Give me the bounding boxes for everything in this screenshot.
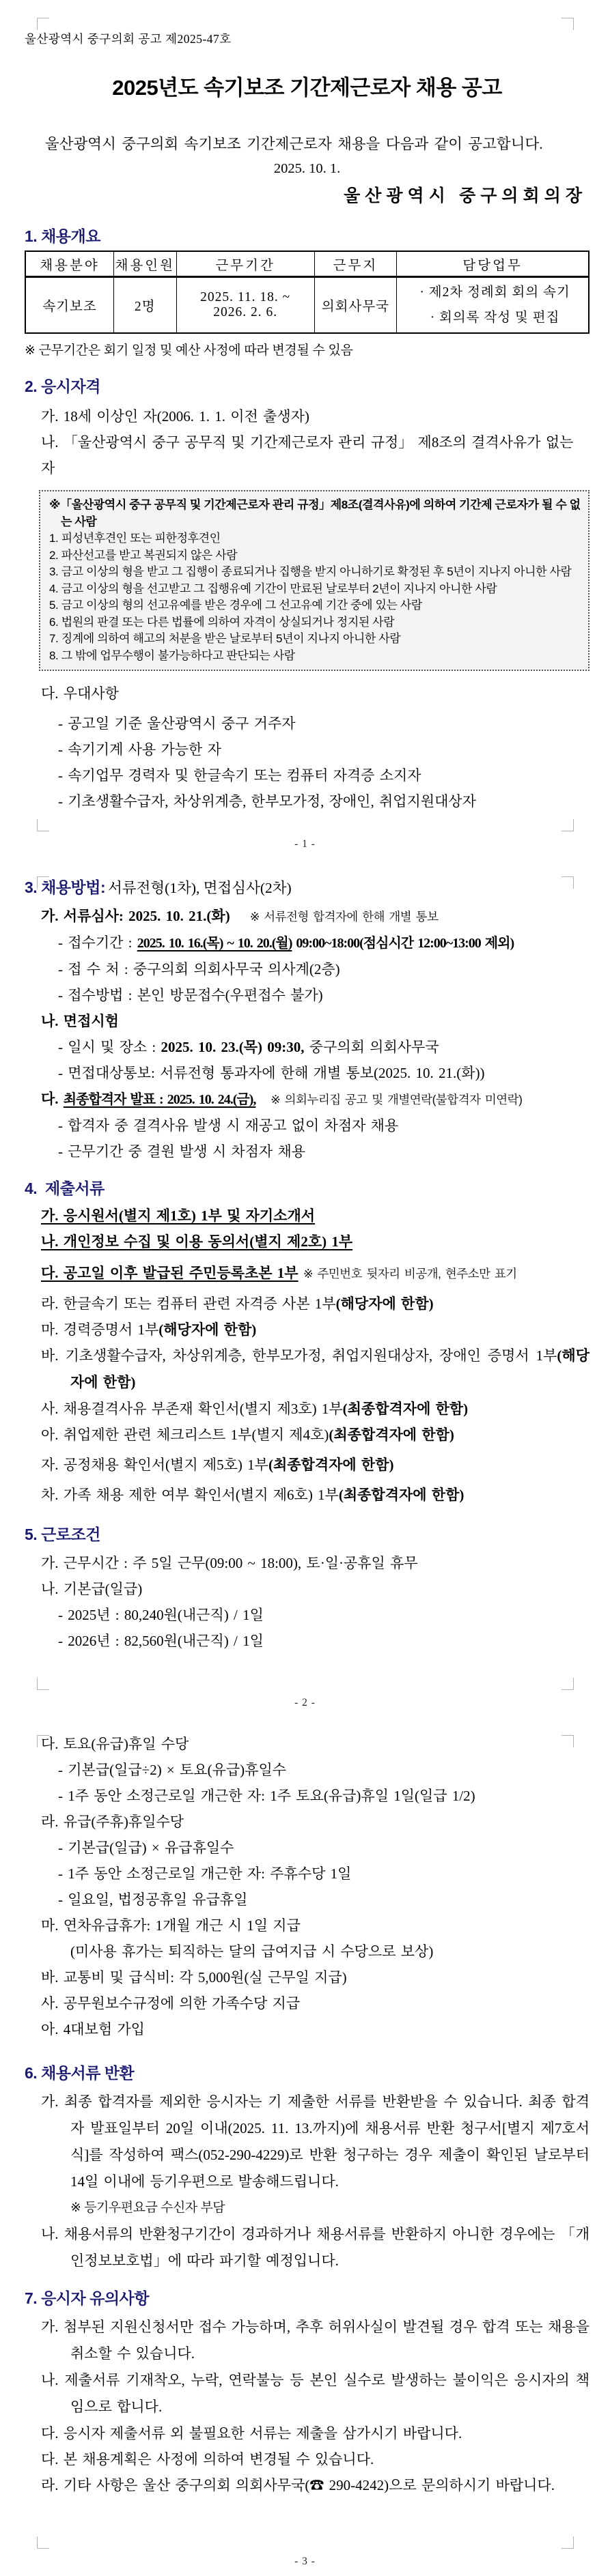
page-3: [0, 1717, 610, 2576]
four-insurances-line: 아. 4대보험 가입: [41, 2021, 145, 2037]
document-destruction-paragraph: 나. 채용서류의 반환청구기간이 경과하거나 채용서류를 반환하지 아니한 경우에는 「개인정보보호법」에 따라 파기할 예정입니다.: [41, 2226, 590, 2269]
crop-mark-bottom-left: [37, 1678, 49, 1690]
application-place-line: - 접 수 처 : 중구의회 의회사무국 의사계(2층): [58, 961, 340, 977]
submission-item-application: 가. 응시원서(별지 제1호) 1부 및 자기소개서: [41, 1207, 316, 1224]
final-announcement-line: 다. 최종합격자 발표 : 2025. 10. 24.(금), ※ 의회누리집 공고 및 개별연락(불합격자 미연락): [41, 1091, 523, 1107]
recruitment-overview-table: [25, 251, 590, 334]
cell-field: 속기보조: [25, 277, 114, 334]
period-line-1: 2025. 11. 18. ~: [200, 290, 291, 304]
interview-notice-line: - 면접대상통보: 서류전형 통과자에 한해 개별 통보(2025. 10. 21.(화)): [58, 1065, 485, 1081]
application-method-line: - 접수방법 : 본인 방문접수(우편접수 불가): [58, 987, 323, 1003]
application-period-dates: 2025. 10. 16.(목) ~ 10. 20.(월): [137, 936, 292, 951]
document-title: 2025년도 속기보조 기간제근로자 채용 공고: [112, 76, 502, 100]
intro-paragraph: 울산광역시 중구의회 속기보조 기간제근로자 채용을 다음과 같이 공고합니다.: [45, 136, 543, 152]
runner-up-line: - 합격자 중 결격사유 발생 시 재공고 없이 차점자 채용: [58, 1117, 399, 1134]
sunday-holiday-rule: - 일요일, 법정공휴일 유급휴일: [58, 1891, 248, 1908]
col-header-workplace: 근무지: [314, 251, 396, 277]
disqualification-item: 5. 금고 이상의 형의 선고유예를 받은 경우에 그 선고유예 기간 중에 있는 사람: [49, 599, 422, 612]
base-pay-heading: 나. 기본급(일급): [41, 1581, 143, 1597]
application-period-hours: 09:00~18:00(점심시간 12:00~13:00 제외): [292, 936, 514, 951]
submission-item-career: 마. 경력증명서 1부(해당자에 한함): [41, 1321, 257, 1338]
disqualification-item: 3. 금고 이상의 형을 받고 그 집행이 종료되거나 집행을 받지 아니하기로 확정된 후 5년이 지나지 아니한 사람: [49, 565, 572, 578]
crop-mark-bottom-left: [37, 819, 49, 831]
section-5-heading: 5. 근로조건: [25, 1526, 100, 1543]
resident-record-note: ※ 주민번호 뒷자리 비공개, 현주소만 표기: [303, 1267, 517, 1280]
col-header-duties: 담당업무: [397, 251, 589, 277]
section-4-heading: 4. 제출서류: [25, 1179, 105, 1197]
document-return-paragraph: 가. 최종 합격자를 제외한 응시자는 기 제출한 서류를 반환받을 수 있습니다. 최종 합격자 발표일부터 20일 이내(2025. 11. 13.까지)에 채용서류 반환 청구서[별지 제7호서식]를 작성하여 팩스(052-290-4229)로 반환 청구하는 경우 제출이 확인된 날로부터 14일 이내에 등기우편으로 발송해드립니다.: [41, 2093, 590, 2190]
disqualification-box-title: ※「울산광역시 중구 공무직 및 기간제근로자 관리 규정」제8조(결격사유)에 의하여 기간제 근로자가 될 수 없는 사람: [49, 498, 581, 528]
page-2: [0, 859, 610, 1717]
crop-mark-top-left: [37, 1735, 49, 1747]
annual-leave-compensation-line: (미사용 휴가는 퇴직하는 달의 급여지급 시 수당으로 보상): [70, 1943, 434, 1960]
crop-mark-bottom-left: [37, 2536, 49, 2549]
saturday-allowance-rule: - 1주 동안 소정근로일 개근한 자: 1주 토요(유급)휴일 1일(일급 1/2): [58, 1788, 475, 1804]
weekly-holiday-formula: - 기본급(일급) × 유급휴일수: [58, 1840, 234, 1856]
interview-datetime: 2025. 10. 23.(목) 09:30,: [161, 1039, 305, 1055]
page-number: - 2 -: [294, 1697, 316, 1708]
caution-false-statement: 가. 첨부된 지원신청서만 접수 가능하며, 추후 허위사실이 발견될 경우 합격 또는 채용을 취소할 수 있습니다.: [41, 2319, 590, 2362]
table-row: [25, 277, 589, 334]
submission-item-fair-hiring: 자. 공정채용 확인서(별지 제5호) 1부(최종합격자에 한함): [41, 1457, 394, 1473]
caution-applicant-responsibility: 나. 제출서류 기재착오, 누락, 연락불능 등 본인 실수로 발생하는 불이익은 응시자의 책임으로 합니다.: [41, 2372, 590, 2415]
section-1-heading: 1. 채용개요: [25, 227, 100, 245]
base-pay-2026: - 2026년 : 82,560원(내근직) / 1일: [58, 1633, 264, 1649]
disqualification-item: 4. 금고 이상의 형을 선고받고 그 집행유예 기간이 만료된 날로부터 2년이 지나지 아니한 사람: [49, 582, 497, 595]
section-2-heading: 2. 응시자격: [25, 377, 100, 395]
section-3-heading: 3. 채용방법:: [25, 878, 106, 896]
crop-mark-top-right: [562, 1735, 574, 1747]
preference-item: - 속기기계 사용 가능한 자: [58, 741, 221, 758]
submission-item-resident-record: 다. 공고일 이후 발급된 주민등록초본 1부 ※ 주민번호 뒷자리 비공개, 현주소만 표기: [41, 1265, 517, 1281]
section-3-heading-tail: 서류전형(1차), 면접심사(2차): [108, 880, 292, 896]
col-header-period: 근무기간: [176, 251, 314, 277]
caution-plan-change: 다. 본 채용계획은 사정에 의하여 변경될 수 있습니다.: [41, 2451, 374, 2467]
crop-mark-top-right: [562, 876, 574, 889]
disqualification-item: 1. 피성년후견인 또는 피한정후견인: [49, 532, 221, 545]
submission-item-certificate: 라. 한글속기 또는 컴퓨터 관련 자격증 사본 1부(해당자에 한함): [41, 1296, 434, 1312]
period-line-2: 2026. 2. 6.: [213, 305, 278, 319]
submission-item-no-disqualification: 사. 채용결격사유 부존재 확인서(별지 제3호) 1부(최종합격자에 한함): [41, 1401, 469, 1417]
submission-item-family-restriction: 차. 가족 채용 제한 여부 확인서(별지 제6호) 1부(최종합격자에 한함): [41, 1487, 465, 1503]
interview-heading: 나. 면접시험: [41, 1013, 119, 1029]
preference-heading: 다. 우대사항: [41, 685, 119, 702]
caution-unnecessary-documents: 다. 응시자 제출서류 외 불필요한 서류는 제출을 삼가시기 바랍니다.: [41, 2425, 462, 2442]
disqualification-item: 8. 그 밖에 업무수행이 불가능하다고 판단되는 사람: [49, 648, 295, 662]
document-screening-line: 가. 서류심사: 2025. 10. 21.(화) ※ 서류전형 합격자에 한해 개별 통보: [41, 908, 439, 924]
interview-datetime-line: - 일시 및 장소 : 2025. 10. 23.(목) 09:30, 중구의회 의회사무국: [58, 1039, 439, 1055]
weekly-holiday-allowance-heading: 라. 유급(주휴)휴일수당: [41, 1814, 184, 1830]
document-screening-note: ※ 서류전형 합격자에 한해 개별 통보: [249, 910, 439, 924]
application-period-line: - 접수기간 : 2025. 10. 16.(목) ~ 10. 20.(월) 09:00~18:00(점심시간 12:00~13:00 제외): [58, 934, 514, 951]
annual-leave-line: 마. 연차유급휴가: 1개월 개근 시 1일 지급: [41, 1917, 301, 1934]
crop-mark-bottom-right: [562, 819, 574, 831]
saturday-allowance-heading: 다. 토요(유급)휴일 수당: [41, 1736, 189, 1752]
crop-mark-top-left: [37, 18, 49, 30]
col-header-count: 채용인원: [114, 251, 177, 277]
page-1: [0, 0, 610, 859]
page-number: - 3 -: [294, 2556, 316, 2567]
preference-item: - 기초생활수급자, 차상위계층, 한부모가정, 장애인, 취업지원대상자: [58, 793, 476, 810]
preference-item: - 속기업무 경력자 및 한글속기 또는 컴퓨터 자격증 소지자: [58, 767, 421, 784]
disqualification-box: [39, 490, 590, 671]
base-pay-2025: - 2025년 : 80,240원(내근직) / 1일: [58, 1607, 264, 1623]
qualification-item-regulation: 나. 「울산광역시 중구 공무직 및 기간제근로자 관리 규정」 제8조의 결격사유가 없는 자: [41, 434, 574, 476]
qualification-item-age: 가. 18세 이상인 자(2006. 1. 1. 이전 출생자): [41, 408, 309, 425]
section-6-heading: 6. 채용서류 반환: [25, 2064, 135, 2082]
family-allowance-line: 사. 공무원보수규정에 의한 가족수당 지급: [41, 1995, 301, 2012]
vacancy-line: - 근무기간 중 결원 발생 시 차점자 채용: [58, 1143, 306, 1160]
announcement-date: 2025. 10. 1.: [273, 161, 341, 176]
cell-workplace: 의회사무국: [314, 277, 396, 334]
notice-number: 울산광역시 중구의회 공고 제2025-47호: [25, 32, 232, 46]
page-number: - 1 -: [294, 838, 316, 850]
signer-name: 울산광역시 중구의회의장: [344, 187, 587, 205]
submission-item-privacy-consent: 나. 개인정보 수집 및 이용 동의서(별지 제2호) 1부: [41, 1233, 353, 1250]
duty-item: · 제2차 정례회 회의 속기: [419, 285, 570, 300]
col-header-field: 채용분야: [25, 251, 114, 277]
crop-mark-top-left: [37, 876, 49, 889]
section-7-heading: 7. 응시자 유의사항: [25, 2289, 149, 2307]
final-announcement-date: 최종합격자 발표 : 2025. 10. 24.(금),: [63, 1092, 256, 1107]
duty-item: · 회의록 작성 및 편집: [430, 311, 560, 325]
crop-mark-bottom-right: [562, 2536, 574, 2549]
disqualification-item: 6. 법원의 판결 또는 다른 법률에 의하여 자격이 상실되거나 정지된 사람: [49, 615, 395, 629]
cell-duties: [397, 277, 589, 334]
caution-contact-info: 라. 기타 사항은 울산 중구의회 의회사무국(☎ 290-4242)으로 문의하시기 바랍니다.: [41, 2477, 555, 2493]
crop-mark-top-right: [562, 18, 574, 30]
work-period-note: ※ 근무기간은 회기 일정 및 예산 사정에 따라 변경될 수 있음: [25, 343, 353, 358]
cell-period: [176, 277, 314, 334]
submission-item-welfare-proof: 바. 기초생활수급자, 차상위계층, 한부모가정, 취업지원대상자, 장애인 증명서 1부(해당자에 한함): [41, 1347, 590, 1390]
table-header-row: [25, 251, 589, 277]
cell-count: 2명: [114, 277, 177, 334]
final-announcement-note: ※ 의회누리집 공고 및 개별연락(불합격자 미연락): [271, 1093, 523, 1106]
submission-item-employment-restriction: 아. 취업제한 관련 체크리스트 1부(별지 제4호)(최종합격자에 한함): [41, 1427, 454, 1443]
saturday-allowance-formula: - 기본급(일급÷2) × 토요(유급)휴일수: [58, 1762, 287, 1778]
disqualification-item: 2. 파산선고를 받고 복권되지 않은 사람: [49, 548, 238, 562]
preference-item: - 공고일 기준 울산광역시 중구 거주자: [58, 715, 296, 732]
weekly-holiday-rule: - 1주 동안 소정근로일 개근한 자: 주휴수당 1일: [58, 1865, 352, 1882]
registered-mail-fee-note: ※ 등기우편요금 수신자 부담: [70, 2201, 225, 2215]
section-3-heading-row: [25, 876, 590, 898]
transport-meal-allowance-line: 바. 교통비 및 급식비: 각 5,000원(실 근무일 지급): [41, 1969, 347, 1986]
crop-mark-bottom-right: [562, 1678, 574, 1690]
disqualification-item: 7. 징계에 의하여 해고의 처분을 받은 날로부터 5년이 지나지 아니한 사람: [49, 632, 401, 645]
work-hours-line: 가. 근무시간 : 주 5일 근무(09:00 ~ 18:00), 토·일·공휴일 휴무: [41, 1555, 418, 1571]
